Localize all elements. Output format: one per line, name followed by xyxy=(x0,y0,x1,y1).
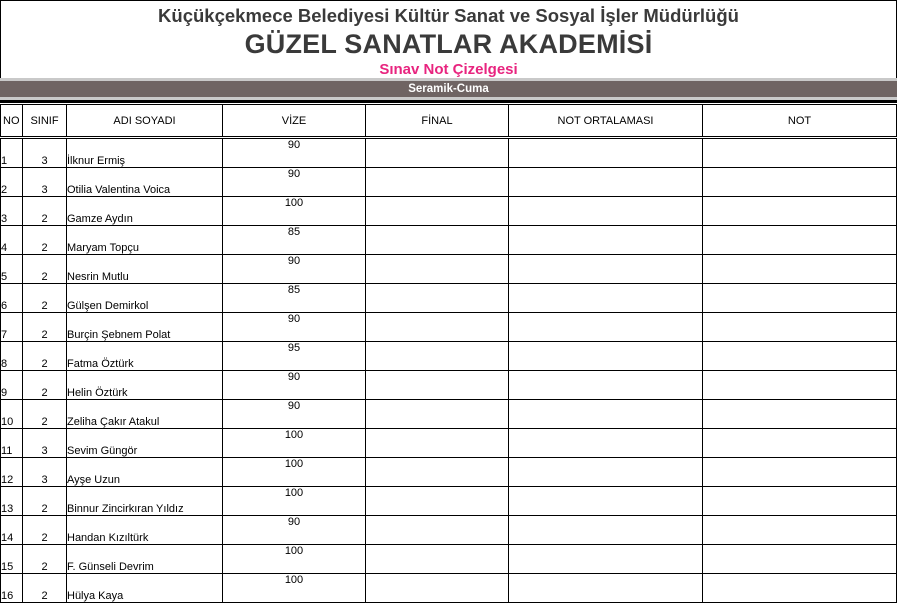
table-row xyxy=(1,255,897,284)
student-name-cell[interactable]: Gülşen Demirkol xyxy=(67,284,223,313)
final-cell[interactable] xyxy=(366,284,509,313)
class-cell[interactable]: 2 xyxy=(23,342,67,371)
midterm-cell[interactable]: 90 xyxy=(223,400,366,429)
table-row xyxy=(1,574,897,603)
student-name-cell[interactable]: F. Günseli Devrim xyxy=(67,545,223,574)
row-number-cell[interactable]: 9 xyxy=(1,371,23,400)
final-cell[interactable] xyxy=(366,255,509,284)
final-cell[interactable] xyxy=(366,342,509,371)
class-cell[interactable]: 2 xyxy=(23,226,67,255)
average-cell[interactable] xyxy=(509,197,703,226)
average-cell[interactable] xyxy=(509,516,703,545)
class-cell[interactable]: 2 xyxy=(23,284,67,313)
table-row xyxy=(1,168,897,197)
table-row xyxy=(1,429,897,458)
table-row xyxy=(1,226,897,255)
midterm-cell[interactable]: 90 xyxy=(223,371,366,400)
average-cell[interactable] xyxy=(509,313,703,342)
average-cell[interactable] xyxy=(509,284,703,313)
table-row xyxy=(1,400,897,429)
final-cell[interactable] xyxy=(366,487,509,516)
sheet-header xyxy=(0,0,897,80)
midterm-cell[interactable]: 100 xyxy=(223,487,366,516)
class-cell[interactable]: 3 xyxy=(23,458,67,487)
final-cell[interactable] xyxy=(366,516,509,545)
grade-cell[interactable] xyxy=(703,574,897,603)
final-cell[interactable] xyxy=(366,400,509,429)
class-cell[interactable]: 3 xyxy=(23,138,67,168)
student-name-cell[interactable]: Maryam Topçu xyxy=(67,226,223,255)
municipality-title: Küçükçekmece Belediyesi Kültür Sanat ve Sosyal İşler Müdürlüğü xyxy=(158,5,739,26)
average-cell[interactable] xyxy=(509,487,703,516)
final-cell[interactable] xyxy=(366,371,509,400)
row-number-cell[interactable]: 8 xyxy=(1,342,23,371)
row-number-cell[interactable]: 7 xyxy=(1,313,23,342)
row-number-cell[interactable]: 5 xyxy=(1,255,23,284)
final-cell[interactable] xyxy=(366,138,509,168)
average-cell[interactable] xyxy=(509,545,703,574)
table-row xyxy=(1,487,897,516)
average-cell[interactable] xyxy=(509,429,703,458)
class-cell[interactable]: 2 xyxy=(23,197,67,226)
student-name-cell[interactable]: Binnur Zincirkıran Yıldız xyxy=(67,487,223,516)
student-name-cell[interactable]: Nesrin Mutlu xyxy=(67,255,223,284)
grade-cell[interactable] xyxy=(703,197,897,226)
student-name-cell[interactable]: Gamze Aydın xyxy=(67,197,223,226)
midterm-cell[interactable]: 85 xyxy=(223,226,366,255)
grade-cell[interactable] xyxy=(703,545,897,574)
row-number-cell[interactable]: 13 xyxy=(1,487,23,516)
grade-cell[interactable] xyxy=(703,458,897,487)
row-number-cell[interactable]: 15 xyxy=(1,545,23,574)
midterm-cell[interactable]: 85 xyxy=(223,284,366,313)
midterm-cell[interactable]: 100 xyxy=(223,545,366,574)
class-cell[interactable]: 2 xyxy=(23,545,67,574)
midterm-cell[interactable]: 90 xyxy=(223,168,366,197)
class-cell[interactable]: 3 xyxy=(23,168,67,197)
row-number-cell[interactable]: 12 xyxy=(1,458,23,487)
student-name-cell[interactable]: İlknur Ermiş xyxy=(67,138,223,168)
column-header-no[interactable]: NO xyxy=(1,105,23,138)
student-name-cell[interactable]: Handan Kızıltürk xyxy=(67,516,223,545)
midterm-cell[interactable]: 90 xyxy=(223,516,366,545)
final-cell[interactable] xyxy=(366,429,509,458)
class-cell[interactable]: 2 xyxy=(23,313,67,342)
student-name-cell[interactable]: Fatma Öztürk xyxy=(67,342,223,371)
row-number-cell[interactable]: 1 xyxy=(1,138,23,168)
band-divider-bottom xyxy=(0,100,897,103)
table-row xyxy=(1,458,897,487)
average-cell[interactable] xyxy=(509,342,703,371)
grade-cell[interactable] xyxy=(703,516,897,545)
table-row xyxy=(1,342,897,371)
grade-cell[interactable] xyxy=(703,168,897,197)
student-name-cell[interactable]: Sevim Güngör xyxy=(67,429,223,458)
table-row xyxy=(1,371,897,400)
column-header-final[interactable]: FİNAL xyxy=(366,105,509,138)
class-cell[interactable]: 2 xyxy=(23,400,67,429)
academy-title: GÜZEL SANATLAR AKADEMİSİ xyxy=(244,29,653,59)
grade-cell[interactable] xyxy=(703,342,897,371)
student-name-cell[interactable]: Helin Öztürk xyxy=(67,371,223,400)
row-number-cell[interactable]: 2 xyxy=(1,168,23,197)
table-row xyxy=(1,138,897,168)
class-cell[interactable]: 2 xyxy=(23,371,67,400)
class-cell[interactable]: 3 xyxy=(23,429,67,458)
row-number-cell[interactable]: 3 xyxy=(1,197,23,226)
final-cell[interactable] xyxy=(366,168,509,197)
table-row xyxy=(1,313,897,342)
column-header-sinif[interactable]: SINIF xyxy=(23,105,67,138)
class-cell[interactable]: 2 xyxy=(23,487,67,516)
student-name-cell[interactable]: Ayşe Uzun xyxy=(67,458,223,487)
grade-cell[interactable] xyxy=(703,371,897,400)
column-header-vize[interactable]: VİZE xyxy=(223,105,366,138)
midterm-cell[interactable]: 95 xyxy=(223,342,366,371)
student-name-cell[interactable]: Burçin Şebnem Polat xyxy=(67,313,223,342)
average-cell[interactable] xyxy=(509,255,703,284)
grades-table xyxy=(0,104,897,603)
column-header-name[interactable]: ADI SOYADI xyxy=(67,105,223,138)
table-header-row xyxy=(1,105,897,138)
row-number-cell[interactable]: 10 xyxy=(1,400,23,429)
class-cell[interactable]: 2 xyxy=(23,255,67,284)
grade-cell[interactable] xyxy=(703,313,897,342)
midterm-cell[interactable]: 100 xyxy=(223,429,366,458)
table-row xyxy=(1,545,897,574)
final-cell[interactable] xyxy=(366,197,509,226)
grade-cell[interactable] xyxy=(703,429,897,458)
midterm-cell[interactable]: 100 xyxy=(223,458,366,487)
midterm-cell[interactable]: 90 xyxy=(223,255,366,284)
student-name-cell[interactable]: Otilia Valentina Voica xyxy=(67,168,223,197)
row-number-cell[interactable]: 14 xyxy=(1,516,23,545)
average-cell[interactable] xyxy=(509,574,703,603)
final-cell[interactable] xyxy=(366,545,509,574)
grade-cell[interactable] xyxy=(703,226,897,255)
average-cell[interactable] xyxy=(509,371,703,400)
average-cell[interactable] xyxy=(509,458,703,487)
final-cell[interactable] xyxy=(366,313,509,342)
class-cell[interactable]: 2 xyxy=(23,516,67,545)
midterm-cell[interactable]: 90 xyxy=(223,138,366,168)
column-header-not[interactable]: NOT xyxy=(703,105,897,138)
student-name-cell[interactable]: Zeliha Çakır Atakul xyxy=(67,400,223,429)
grade-cell[interactable] xyxy=(703,487,897,516)
final-cell[interactable] xyxy=(366,226,509,255)
sheet-subtitle: Sınav Not Çizelgesi xyxy=(379,61,518,78)
column-header-ortalama[interactable]: NOT ORTALAMASI xyxy=(509,105,703,138)
row-number-cell[interactable]: 4 xyxy=(1,226,23,255)
midterm-cell[interactable]: 100 xyxy=(223,574,366,603)
table-row xyxy=(1,516,897,545)
student-name-cell[interactable]: Hülya Kaya xyxy=(67,574,223,603)
row-number-cell[interactable]: 6 xyxy=(1,284,23,313)
row-number-cell[interactable]: 16 xyxy=(1,574,23,603)
grade-cell[interactable] xyxy=(703,255,897,284)
final-cell[interactable] xyxy=(366,574,509,603)
midterm-cell[interactable]: 90 xyxy=(223,313,366,342)
grade-cell[interactable] xyxy=(703,400,897,429)
average-cell[interactable] xyxy=(509,400,703,429)
grade-cell[interactable] xyxy=(703,284,897,313)
average-cell[interactable] xyxy=(509,138,703,168)
average-cell[interactable] xyxy=(509,168,703,197)
final-cell[interactable] xyxy=(366,458,509,487)
table-row xyxy=(1,284,897,313)
table-row xyxy=(1,197,897,226)
course-band: Seramik-Cuma xyxy=(0,81,897,97)
midterm-cell[interactable]: 100 xyxy=(223,197,366,226)
row-number-cell[interactable]: 11 xyxy=(1,429,23,458)
average-cell[interactable] xyxy=(509,226,703,255)
grade-cell[interactable] xyxy=(703,138,897,168)
class-cell[interactable]: 2 xyxy=(23,574,67,603)
